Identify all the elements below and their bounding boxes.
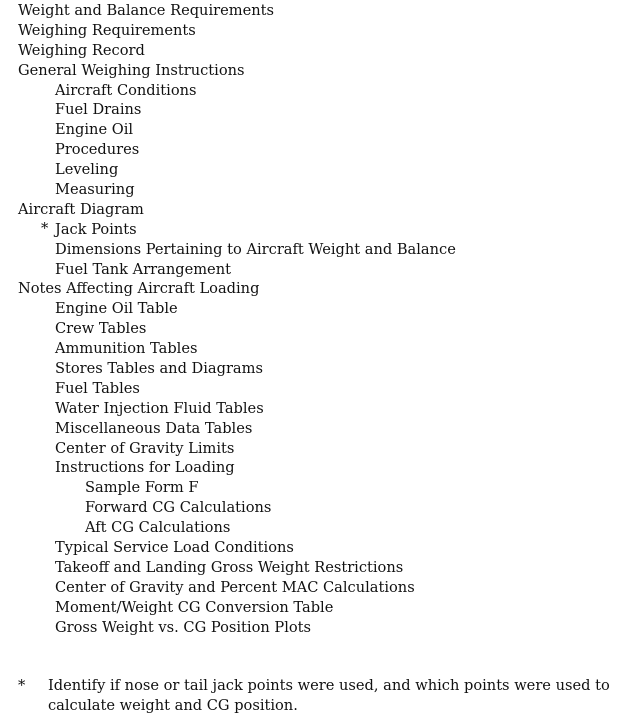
toc-entry-text: Weighing Requirements [18, 21, 196, 39]
toc-entry-text: Leveling [55, 161, 119, 179]
toc-entry-text: Engine Oil Table [55, 300, 178, 318]
toc-entry [18, 100, 633, 120]
toc-entry [18, 81, 633, 101]
toc-entry [18, 478, 633, 498]
toc-entry [18, 518, 633, 538]
toc-entry-text: Center of Gravity and Percent MAC Calculations [55, 578, 415, 596]
footnote-marker: * [18, 677, 26, 694]
toc-entry [18, 279, 633, 299]
toc-entry [18, 339, 633, 359]
toc-entry [18, 61, 633, 81]
toc-entry [18, 439, 633, 459]
toc-entry-text: Crew Tables [55, 320, 147, 338]
toc-entry [18, 419, 633, 439]
footnote [18, 676, 633, 716]
toc-entry [18, 359, 633, 379]
toc-entry [18, 220, 633, 240]
toc-entry [18, 399, 633, 419]
toc-entry-text: Forward CG Calculations [85, 499, 272, 517]
toc-entry-text: Center of Gravity Limits [55, 439, 235, 457]
toc-entry-text: Aircraft Conditions [55, 81, 197, 99]
toc-entry [18, 240, 633, 260]
toc-entry [18, 260, 633, 280]
toc-entry [18, 558, 633, 578]
footnote-text: Identify if nose or tail jack points were used, and which points were used to calculate weight and CG position. [48, 677, 610, 714]
toc-entry-text: Dimensions Pertaining to Aircraft Weight and Balance [55, 240, 456, 258]
toc-entry [18, 200, 633, 220]
toc-entry-text: Notes Affecting Aircraft Loading [18, 280, 260, 298]
toc-entry [18, 618, 633, 638]
toc-entry [18, 180, 633, 200]
toc-entry-marker: * [41, 219, 49, 237]
toc-entry-text: Fuel Drains [55, 101, 142, 119]
toc-entry-text: Weight and Balance Requirements [18, 2, 274, 19]
toc-entry [18, 538, 633, 558]
toc-entry-text: Gross Weight vs. CG Position Plots [55, 618, 312, 636]
toc-entry-text: General Weighing Instructions [18, 61, 245, 79]
toc-entry-text: Procedures [55, 141, 140, 159]
toc-entry-text: Engine Oil [55, 121, 134, 139]
toc-entry-text: Stores Tables and Diagrams [55, 360, 263, 378]
toc-entry-text: Miscellaneous Data Tables [55, 419, 253, 437]
toc-entry-text: Moment/Weight CG Conversion Table [55, 598, 334, 616]
toc-entry-text: Instructions for Loading [55, 459, 235, 477]
toc-entry [18, 578, 633, 598]
toc-entry-text: Takeoff and Landing Gross Weight Restrictions [55, 558, 404, 576]
toc-entry [18, 120, 633, 140]
toc-entry [18, 1, 633, 21]
toc-entry-text: Fuel Tank Arrangement [55, 260, 231, 278]
toc-entry-text: Fuel Tables [55, 379, 140, 397]
toc-entry [18, 458, 633, 478]
toc-entry-text: Ammunition Tables [55, 340, 198, 358]
toc-entry [18, 498, 633, 518]
toc-entry-text: Jack Points [55, 220, 137, 238]
toc-entry-text: Typical Service Load Conditions [55, 539, 294, 557]
toc-entry [18, 21, 633, 41]
toc-entry [18, 41, 633, 61]
toc-entry [18, 379, 633, 399]
toc-entry-text: Measuring [55, 181, 135, 199]
toc-entry-text: Sample Form F [85, 479, 199, 497]
table-of-contents [18, 1, 633, 638]
toc-entry [18, 140, 633, 160]
toc-entry-text: Weighing Record [18, 41, 145, 59]
toc-entry [18, 160, 633, 180]
toc-entry-text: Water Injection Fluid Tables [55, 399, 264, 417]
toc-entry [18, 319, 633, 339]
toc-entry-text: Aft CG Calculations [85, 519, 231, 537]
toc-entry-text: Aircraft Diagram [18, 200, 144, 218]
toc-entry [18, 598, 633, 618]
toc-entry [18, 299, 633, 319]
